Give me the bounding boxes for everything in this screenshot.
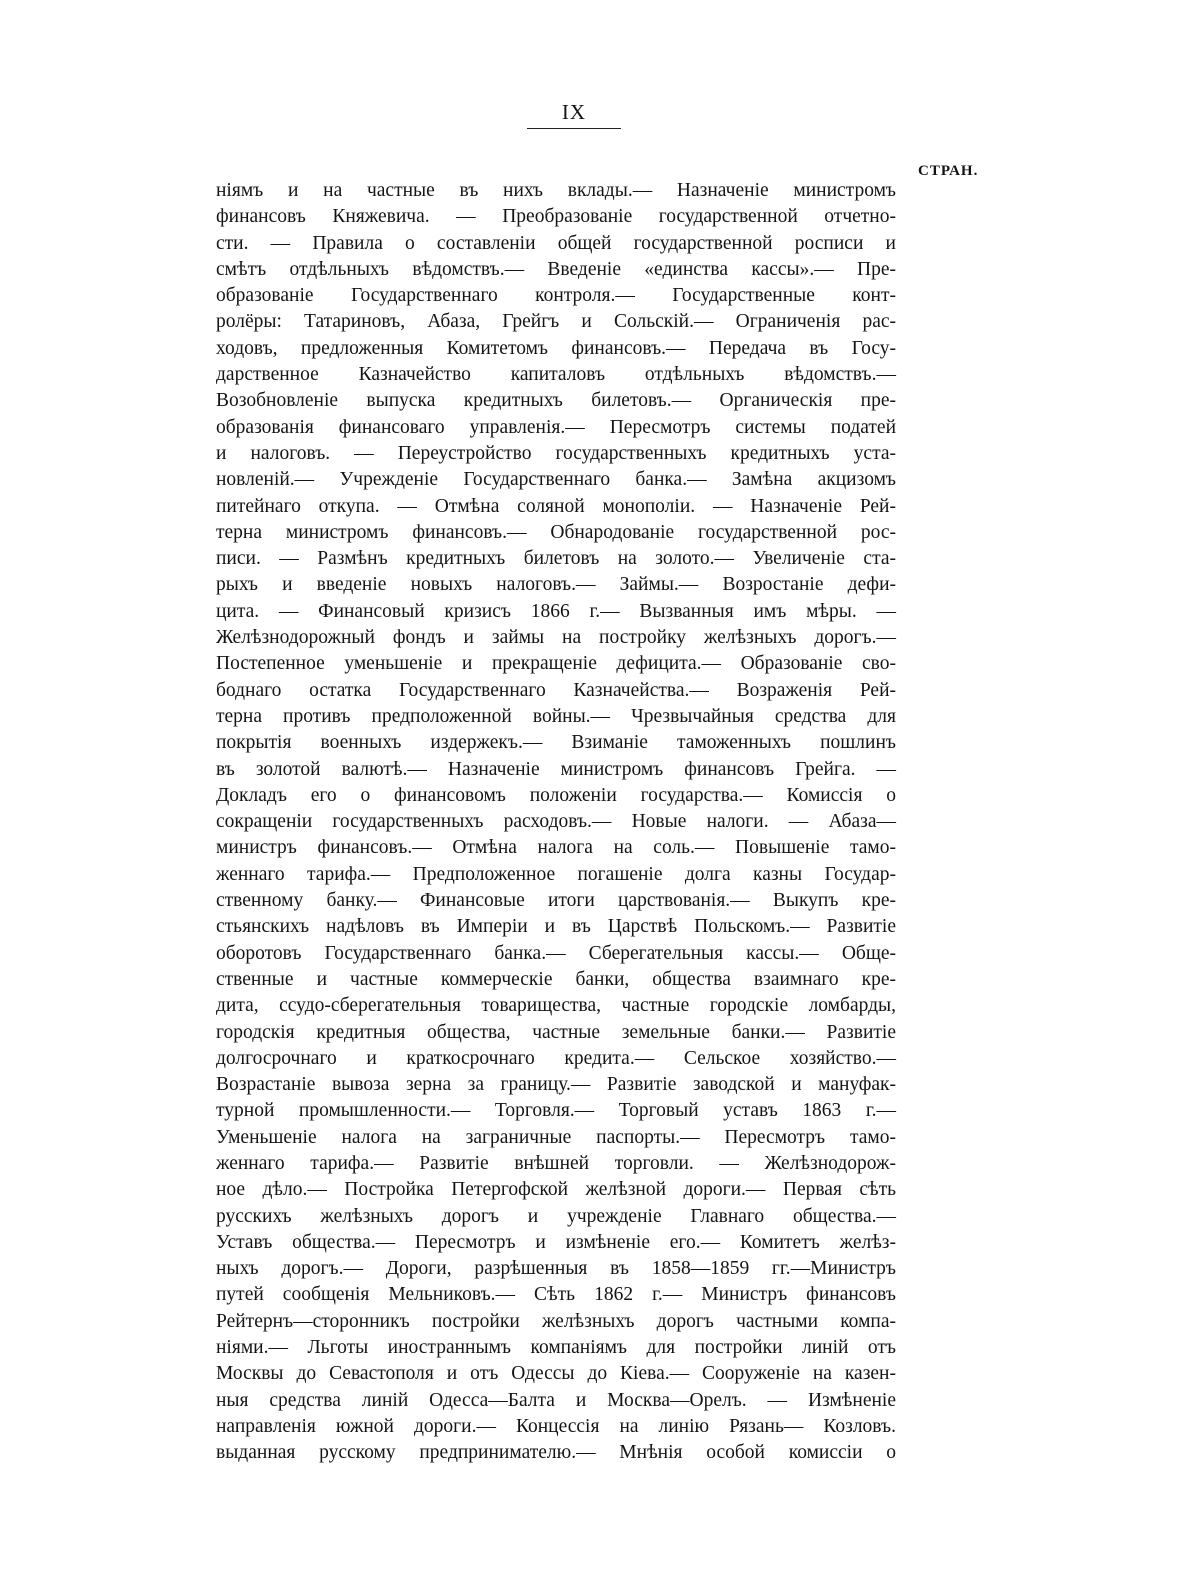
page-number-rule bbox=[527, 128, 621, 129]
text-line: стьянскихъ надѣловъ въ Имперіи и въ Царствѣ Польскомъ.— Развитіе bbox=[216, 916, 896, 938]
text-line: ныхъ дорогъ.— Дороги, разрѣшенныя въ 1858—1859 гг.—Министръ bbox=[216, 1258, 896, 1280]
text-line: новленій.— Учрежденіе Государственнаго банка.— Замѣна акцизомъ bbox=[216, 469, 896, 491]
text-line: писи. — Размѣнъ кредитныхъ билетовъ на золото.— Увеличеніе ста- bbox=[216, 548, 896, 570]
column-header-pages: СТРАН. bbox=[918, 163, 979, 179]
text-line: ственному банку.— Финансовые итоги царствованія.— Выкупъ кре- bbox=[216, 890, 896, 912]
text-line: путей сообщенія Мельниковъ.— Сѣть 1862 г.— Министръ финансовъ bbox=[216, 1284, 896, 1306]
text-line: финансовъ Княжевича. — Преобразованіе государственной отчетно- bbox=[216, 206, 896, 228]
text-line: ходовъ, предложенныя Комитетомъ финансовъ.— Передача въ Госу- bbox=[216, 337, 896, 359]
text-line: ролёры: Татариновъ, Абаза, Грейгъ и Сольскій.— Ограниченія рас- bbox=[216, 311, 896, 333]
text-line: выданная русскому предпринимателю.— Мнѣнія особой комиссіи о bbox=[216, 1442, 896, 1464]
text-line: Уставъ общества.— Пересмотръ и измѣненіе его.— Комитетъ желѣз- bbox=[216, 1231, 896, 1253]
text-line: направленія южной дороги.— Концессія на линію Рязань— Козловъ. bbox=[216, 1415, 896, 1437]
text-line: дарственное Казначейство капиталовъ отдѣльныхъ вѣдомствъ.— bbox=[216, 364, 896, 386]
text-line: питейнаго откупа. — Отмѣна соляной монополіи. — Назначеніе Рей- bbox=[216, 495, 896, 517]
text-line: ственные и частные коммерческіе банки, общества взаимнаго кре- bbox=[216, 968, 896, 990]
text-line: Москвы до Севастополя и отъ Одессы до Кіева.— Сооруженіе на казен- bbox=[216, 1363, 896, 1385]
text-line: женнаго тарифа.— Предположенное погашеніе долга казны Государ- bbox=[216, 863, 896, 885]
text-line: министръ финансовъ.— Отмѣна налога на соль.— Повышеніе тамо- bbox=[216, 837, 896, 859]
text-line: ное дѣло.— Постройка Петергофской желѣзной дороги.— Первая сѣть bbox=[216, 1179, 896, 1201]
text-line: сти. — Правила о составленіи общей государственной росписи и bbox=[216, 232, 896, 254]
text-line: покрытія военныхъ издержекъ.— Взиманіе таможенныхъ пошлинъ bbox=[216, 732, 896, 754]
body-text bbox=[216, 178, 896, 1467]
text-line: долгосрочнаго и краткосрочнаго кредита.— Сельское хозяйство.— bbox=[216, 1047, 896, 1069]
text-line: образованія финансоваго управленія.— Пересмотръ системы податей bbox=[216, 416, 896, 438]
text-line: рыхъ и введеніе новыхъ налоговъ.— Займы.— Возростаніе дефи- bbox=[216, 574, 896, 596]
text-line: цита. — Финансовый кризисъ 1866 г.— Вызванныя имъ мѣры. — bbox=[216, 600, 896, 622]
text-line: Возобновленіе выпуска кредитныхъ билетовъ.— Органическія пре- bbox=[216, 390, 896, 412]
text-line: боднаго остатка Государственнаго Казначейства.— Возраженія Рей- bbox=[216, 679, 896, 701]
text-line: Постепенное уменьшеніе и прекращеніе дефицита.— Образованіе сво- bbox=[216, 653, 896, 675]
text-line: ныя средства линій Одесса—Балта и Москва—Орелъ. — Измѣненіе bbox=[216, 1389, 896, 1411]
text-line: дита, ссудо-сберегательныя товарищества, частные городскіе ломбарды, bbox=[216, 995, 896, 1017]
text-line: городскія кредитныя общества, частные земельные банки.— Развитіе bbox=[216, 1021, 896, 1043]
text-line: Докладъ его о финансовомъ положеніи государства.— Комиссія о bbox=[216, 784, 896, 806]
text-line: образованіе Государственнаго контроля.— Государственные конт- bbox=[216, 285, 896, 307]
text-line: турной промышленности.— Торговля.— Торговый уставъ 1863 г.— bbox=[216, 1100, 896, 1122]
text-line: Уменьшеніе налога на заграничные паспорты.— Пересмотръ тамо- bbox=[216, 1126, 896, 1148]
text-line: женнаго тарифа.— Развитіе внѣшней торговли. — Желѣзнодорож- bbox=[216, 1152, 896, 1174]
text-line: и налоговъ. — Переустройство государственныхъ кредитныхъ уста- bbox=[216, 442, 896, 464]
text-line: Возрастаніе вывоза зерна за границу.— Развитіе заводской и мануфак- bbox=[216, 1074, 896, 1096]
text-line: сокращеніи государственныхъ расходовъ.— Новые налоги. — Абаза— bbox=[216, 811, 896, 833]
text-line: терна министромъ финансовъ.— Обнародованіе государственной рос- bbox=[216, 521, 896, 543]
text-line: ніями.— Льготы иностраннымъ компаніямъ для постройки линій отъ bbox=[216, 1337, 896, 1359]
text-line: ніямъ и на частные въ нихъ вклады.— Назначеніе министромъ bbox=[216, 180, 896, 201]
text-line: смѣтъ отдѣльныхъ вѣдомствъ.— Введеніе «единства кассы».— Пре- bbox=[216, 258, 896, 280]
text-line: въ золотой валютѣ.— Назначеніе министромъ финансовъ Грейга. — bbox=[216, 758, 896, 780]
page-number: IX bbox=[561, 100, 587, 124]
text-line: русскихъ желѣзныхъ дорогъ и учрежденіе Главнаго общества.— bbox=[216, 1205, 896, 1227]
text-line: Желѣзнодорожный фондъ и займы на постройку желѣзныхъ дорогъ.— bbox=[216, 627, 896, 649]
text-line: Рейтернъ—сторонникъ постройки желѣзныхъ дорогъ частными компа- bbox=[216, 1310, 896, 1332]
text-line: терна противъ предположенной войны.— Чрезвычайныя средства для bbox=[216, 705, 896, 727]
text-line: оборотовъ Государственнаго банка.— Сберегательныя кассы.— Обще- bbox=[216, 942, 896, 964]
